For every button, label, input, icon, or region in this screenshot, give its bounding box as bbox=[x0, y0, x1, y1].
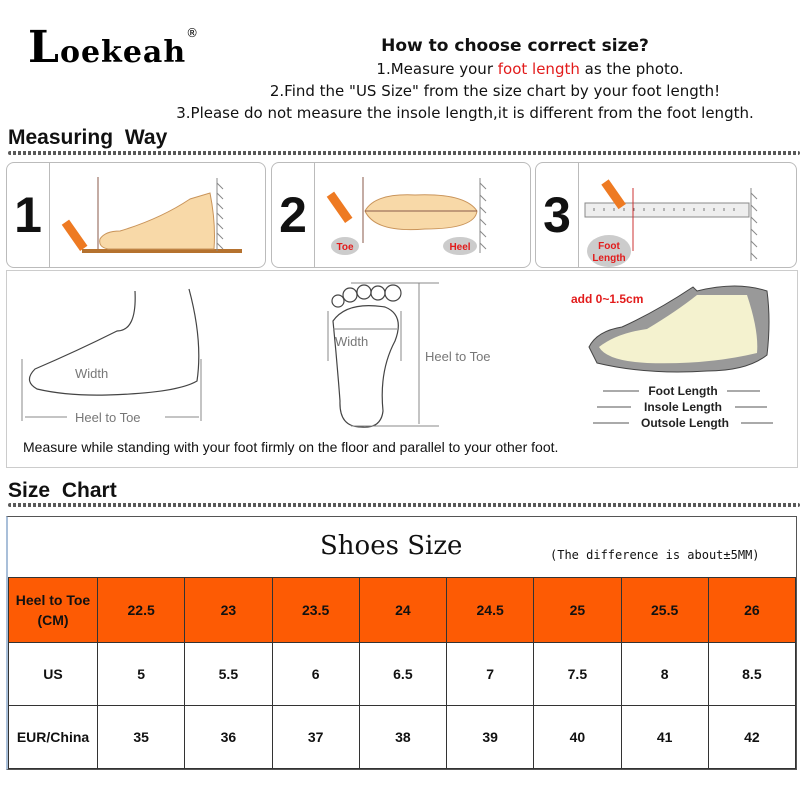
step-1-panel bbox=[6, 162, 266, 268]
size-chart-title: Shoes Size bbox=[320, 531, 463, 561]
table-cell: 5.5 bbox=[185, 643, 272, 706]
table-cell: 41 bbox=[621, 706, 708, 769]
foot-length-label: Foot Length bbox=[648, 384, 718, 398]
top-width-label: Width bbox=[335, 334, 369, 349]
length-label: Length bbox=[592, 253, 626, 264]
size-chart-note: (The difference is about±5MM) bbox=[550, 548, 760, 562]
instruction-1-prefix: 1.Measure your bbox=[376, 60, 498, 78]
table-row-eur bbox=[9, 706, 796, 769]
pencil-icon bbox=[62, 220, 88, 251]
table-cell: 8 bbox=[621, 643, 708, 706]
table-cell: 24.5 bbox=[447, 578, 534, 643]
row-label: EUR/China bbox=[9, 706, 98, 769]
table-cell: 24 bbox=[359, 578, 446, 643]
measurement-diagram bbox=[6, 270, 798, 468]
foot-side-view bbox=[29, 289, 198, 395]
foot-label: Foot bbox=[598, 241, 620, 252]
step-number: 3 bbox=[536, 163, 579, 267]
foot-top-view bbox=[332, 285, 401, 427]
size-chart bbox=[6, 516, 797, 770]
size-instructions bbox=[150, 36, 800, 124]
instruction-3: 3.Please do not measure the insole length,it is different from the foot length. bbox=[176, 104, 754, 122]
logo-rest: oekeah bbox=[59, 35, 187, 70]
row-label: Heel to Toe (CM) bbox=[9, 578, 98, 643]
outsole-length-label: Outsole Length bbox=[641, 416, 729, 430]
table-cell: 23.5 bbox=[272, 578, 359, 643]
table-cell: 22.5 bbox=[98, 578, 185, 643]
table-cell: 38 bbox=[359, 706, 446, 769]
step-3-panel bbox=[535, 162, 797, 268]
foot-side-pencil-illustration bbox=[50, 163, 264, 267]
foot-top-pencil-illustration bbox=[315, 163, 529, 267]
table-cell: 6.5 bbox=[359, 643, 446, 706]
table-cell: 42 bbox=[708, 706, 795, 769]
table-cell: 26 bbox=[708, 578, 795, 643]
table-cell: 36 bbox=[185, 706, 272, 769]
step-number: 1 bbox=[7, 163, 50, 267]
registered-mark: ® bbox=[186, 26, 200, 40]
table-row-us bbox=[9, 643, 796, 706]
instruction-1-highlight: foot length bbox=[497, 60, 580, 78]
instructions-title: How to choose correct size? bbox=[381, 36, 649, 56]
table-cell: 7 bbox=[447, 643, 534, 706]
size-chart-title-bar bbox=[8, 517, 796, 577]
toe-label: Toe bbox=[336, 242, 354, 253]
wave-divider bbox=[8, 503, 800, 507]
table-cell: 6 bbox=[272, 643, 359, 706]
table-cell: 35 bbox=[98, 706, 185, 769]
instruction-1-suffix: as the photo. bbox=[579, 60, 684, 78]
table-cell: 37 bbox=[272, 706, 359, 769]
row-label: US bbox=[9, 643, 98, 706]
table-cell: 39 bbox=[447, 706, 534, 769]
measurement-caption: Measure while standing with your foot firmly on the floor and parallel to your other foot. bbox=[23, 439, 559, 455]
ruler-measure-illustration bbox=[579, 163, 795, 267]
table-cell: 7.5 bbox=[534, 643, 621, 706]
side-width-label: Width bbox=[75, 366, 109, 381]
table-cell: 23 bbox=[185, 578, 272, 643]
allowance-label: add 0~1.5cm bbox=[571, 292, 644, 306]
insole-length-label: Insole Length bbox=[644, 400, 722, 414]
instruction-2: 2.Find the "US Size" from the size chart by your foot length! bbox=[269, 82, 721, 100]
pencil-icon bbox=[327, 192, 353, 223]
table-cell: 25.5 bbox=[621, 578, 708, 643]
size-table bbox=[8, 577, 796, 769]
measuring-way-heading: Measuring Way bbox=[8, 126, 168, 149]
wave-divider bbox=[8, 151, 800, 155]
size-chart-heading: Size Chart bbox=[8, 479, 117, 502]
table-cell: 25 bbox=[534, 578, 621, 643]
instruction-1 bbox=[260, 58, 800, 80]
table-cell: 40 bbox=[534, 706, 621, 769]
logo-initial: L bbox=[28, 22, 60, 73]
heel-label: Heel bbox=[449, 242, 471, 253]
step-number: 2 bbox=[272, 163, 315, 267]
table-row-cm bbox=[9, 578, 796, 643]
side-length-label: Heel to Toe bbox=[75, 410, 141, 425]
top-length-label: Heel to Toe bbox=[425, 349, 491, 364]
table-cell: 5 bbox=[98, 643, 185, 706]
table-cell: 8.5 bbox=[708, 643, 795, 706]
step-2-panel bbox=[271, 162, 531, 268]
